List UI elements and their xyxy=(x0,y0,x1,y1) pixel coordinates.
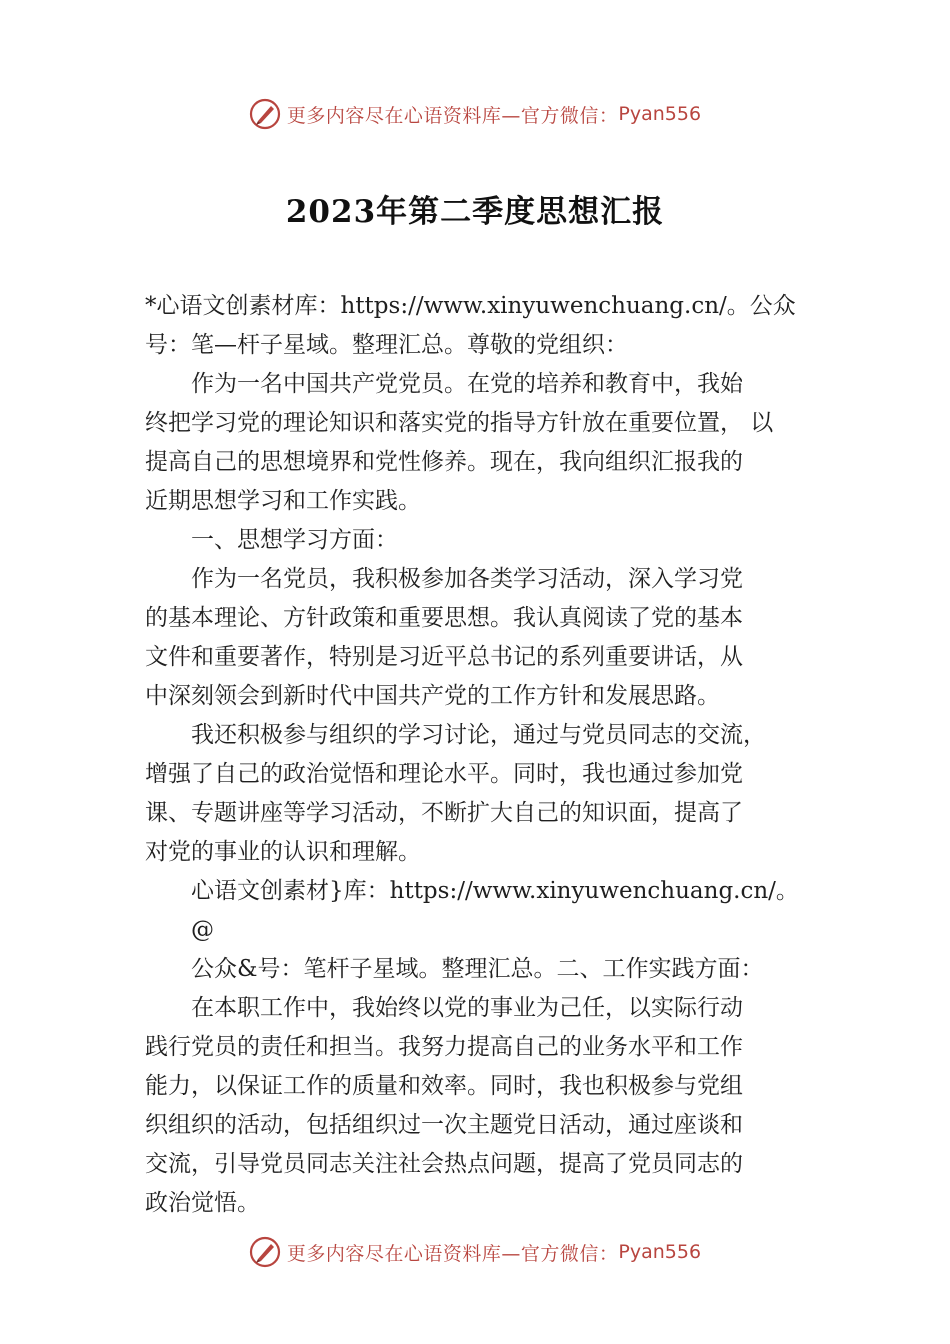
text-line: 心语文创素材}库：https://www.xinyuwenchuang.cn/。@ xyxy=(191,878,799,943)
text-line: 中深刻领会到新时代中国共产党的工作方针和发展思路。 xyxy=(145,683,720,709)
footer-banner xyxy=(0,1232,950,1272)
banner-text: 更多内容尽在心语资料库—官方微信： xyxy=(286,104,619,127)
text-line: 文件和重要著作，特别是习近平总书记的系列重要讲话，从 xyxy=(145,644,743,670)
text-line: 在本职工作中，我始终以党的事业为己任，以实际行动 xyxy=(191,995,743,1021)
text-line: 践行党员的责任和担当。我努力提高自己的业务水平和工作 xyxy=(145,1034,743,1060)
text-line: 近期思想学习和工作实践。 xyxy=(145,488,421,514)
text-line: 交流，引导党员同志关注社会热点问题，提高了党员同志的 xyxy=(145,1151,743,1177)
text-line: 对党的事业的认识和理解。 xyxy=(145,839,421,865)
text-line: 作为一名中国共产党党员。在党的培养和教育中，我始 xyxy=(191,371,743,397)
text-line: 提高自己的思想境界和党性修养。现在，我向组织汇报我的 xyxy=(145,449,743,475)
document-title: 2023年第二季度思想汇报 xyxy=(285,194,665,230)
quill-logo-icon xyxy=(249,1236,281,1268)
text-line: 公众&号：笔杆子星域。整理汇总。二、工作实践方面： xyxy=(191,956,764,982)
text-line: 我还积极参与组织的学习讨论，通过与党员同志的交流， xyxy=(191,722,766,748)
text-line: 的基本理论、方针政策和重要思想。我认真阅读了党的基本 xyxy=(145,605,743,631)
text-line: 能力，以保证工作的质量和效率。同时，我也积极参与党组 xyxy=(145,1073,743,1099)
banner-wechat-id: Pyan556 xyxy=(618,1241,702,1263)
text-line: 一、思想学习方面： xyxy=(191,527,398,553)
text-line: *心语文创素材库：https://www.xinyuwenchuang.cn/。公众 xyxy=(145,293,796,319)
text-line: 终把学习党的理论知识和落实党的指导方针放在重要位置， 以 xyxy=(145,410,774,436)
text-line: 课、专题讲座等学习活动，不断扩大自己的知识面，提高了 xyxy=(145,800,743,826)
header-banner xyxy=(0,94,950,134)
text-line: 号：笔—杆子星域。整理汇总。尊敬的党组织： xyxy=(145,332,628,358)
text-line: 增强了自己的政治觉悟和理论水平。同时，我也通过参加党 xyxy=(145,761,743,787)
text-line: 政治觉悟。 xyxy=(145,1190,260,1216)
text-line: 作为一名党员，我积极参加各类学习活动，深入学习党 xyxy=(191,566,743,592)
banner-text: 更多内容尽在心语资料库—官方微信： xyxy=(286,1242,619,1265)
banner-wechat-id: Pyan556 xyxy=(618,103,702,125)
text-line: 织组织的活动，包括组织过一次主题党日活动，通过座谈和 xyxy=(145,1112,743,1138)
document-body xyxy=(145,287,820,1223)
quill-logo-icon xyxy=(249,98,281,130)
